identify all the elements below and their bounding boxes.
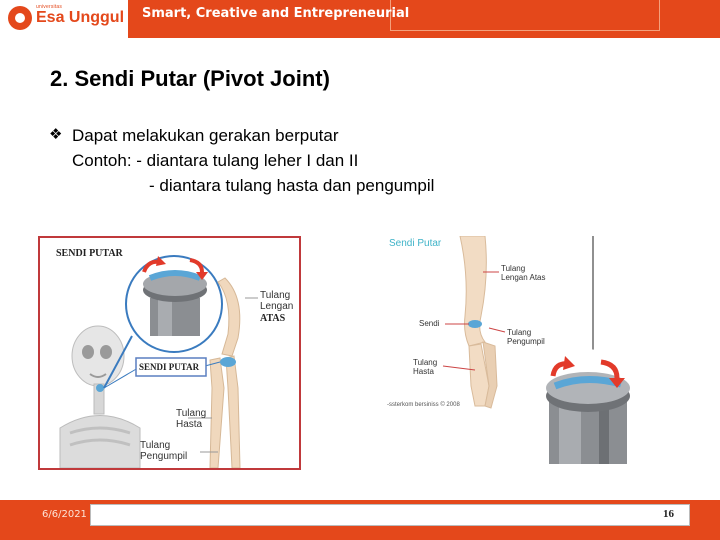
r-label-lengan-atas: Lengan Atas [501,273,546,282]
bullet-line-1: Dapat melakukan gerakan berputar [72,126,339,145]
tagline: Smart, Creative and Entrepreneurial [142,6,410,21]
label-tulang-hasta-2: Hasta [176,419,203,430]
footer-date: 6/6/2021 [42,509,87,520]
bullet-line-3: - diantara tulang hasta dan pengumpil [149,176,435,195]
slide-title: 2. Sendi Putar (Pivot Joint) [50,66,330,91]
right-figure [385,236,660,470]
left-figure-illustration [40,238,299,468]
label-tulang-pengumpil-1: Tulang [140,440,171,451]
bullet-diamond-icon: ❖ [49,125,63,143]
logo [0,0,128,38]
label-tulang: Tulang [260,290,291,301]
right-figure-title: Sendi Putar [389,238,442,249]
r-label-pengumpil: Pengumpil [507,337,545,346]
bullet-line-2: Contoh: - diantara tulang leher I dan II [72,151,359,170]
left-figure [38,236,301,470]
page-number: 16 [663,508,674,520]
r-label-hasta: Hasta [413,367,434,376]
r-label-tulang-3: Tulang [413,358,438,367]
label-atas: ATAS [260,313,286,324]
label-lengan: Lengan [260,301,294,312]
footer-box [90,504,690,526]
label-tulang-hasta-1: Tulang [176,408,207,419]
logo-name: Esa Unggul [36,9,125,26]
header-frame [390,0,660,31]
logo-small-text: universitas [36,4,63,10]
r-label-tulang-2: Tulang [507,328,532,337]
left-figure-title: SENDI PUTAR [56,248,123,259]
r-label-sendi: Sendi [419,319,440,328]
label-sendi-putar: SENDI PUTAR [139,362,200,372]
r-label-tulang-1: Tulang [501,264,526,273]
r-credit: -ssterkom bersiniss © 2008 [387,402,460,408]
label-tulang-pengumpil-2: Pengumpil [140,451,188,462]
logo-mark-icon [8,6,32,30]
